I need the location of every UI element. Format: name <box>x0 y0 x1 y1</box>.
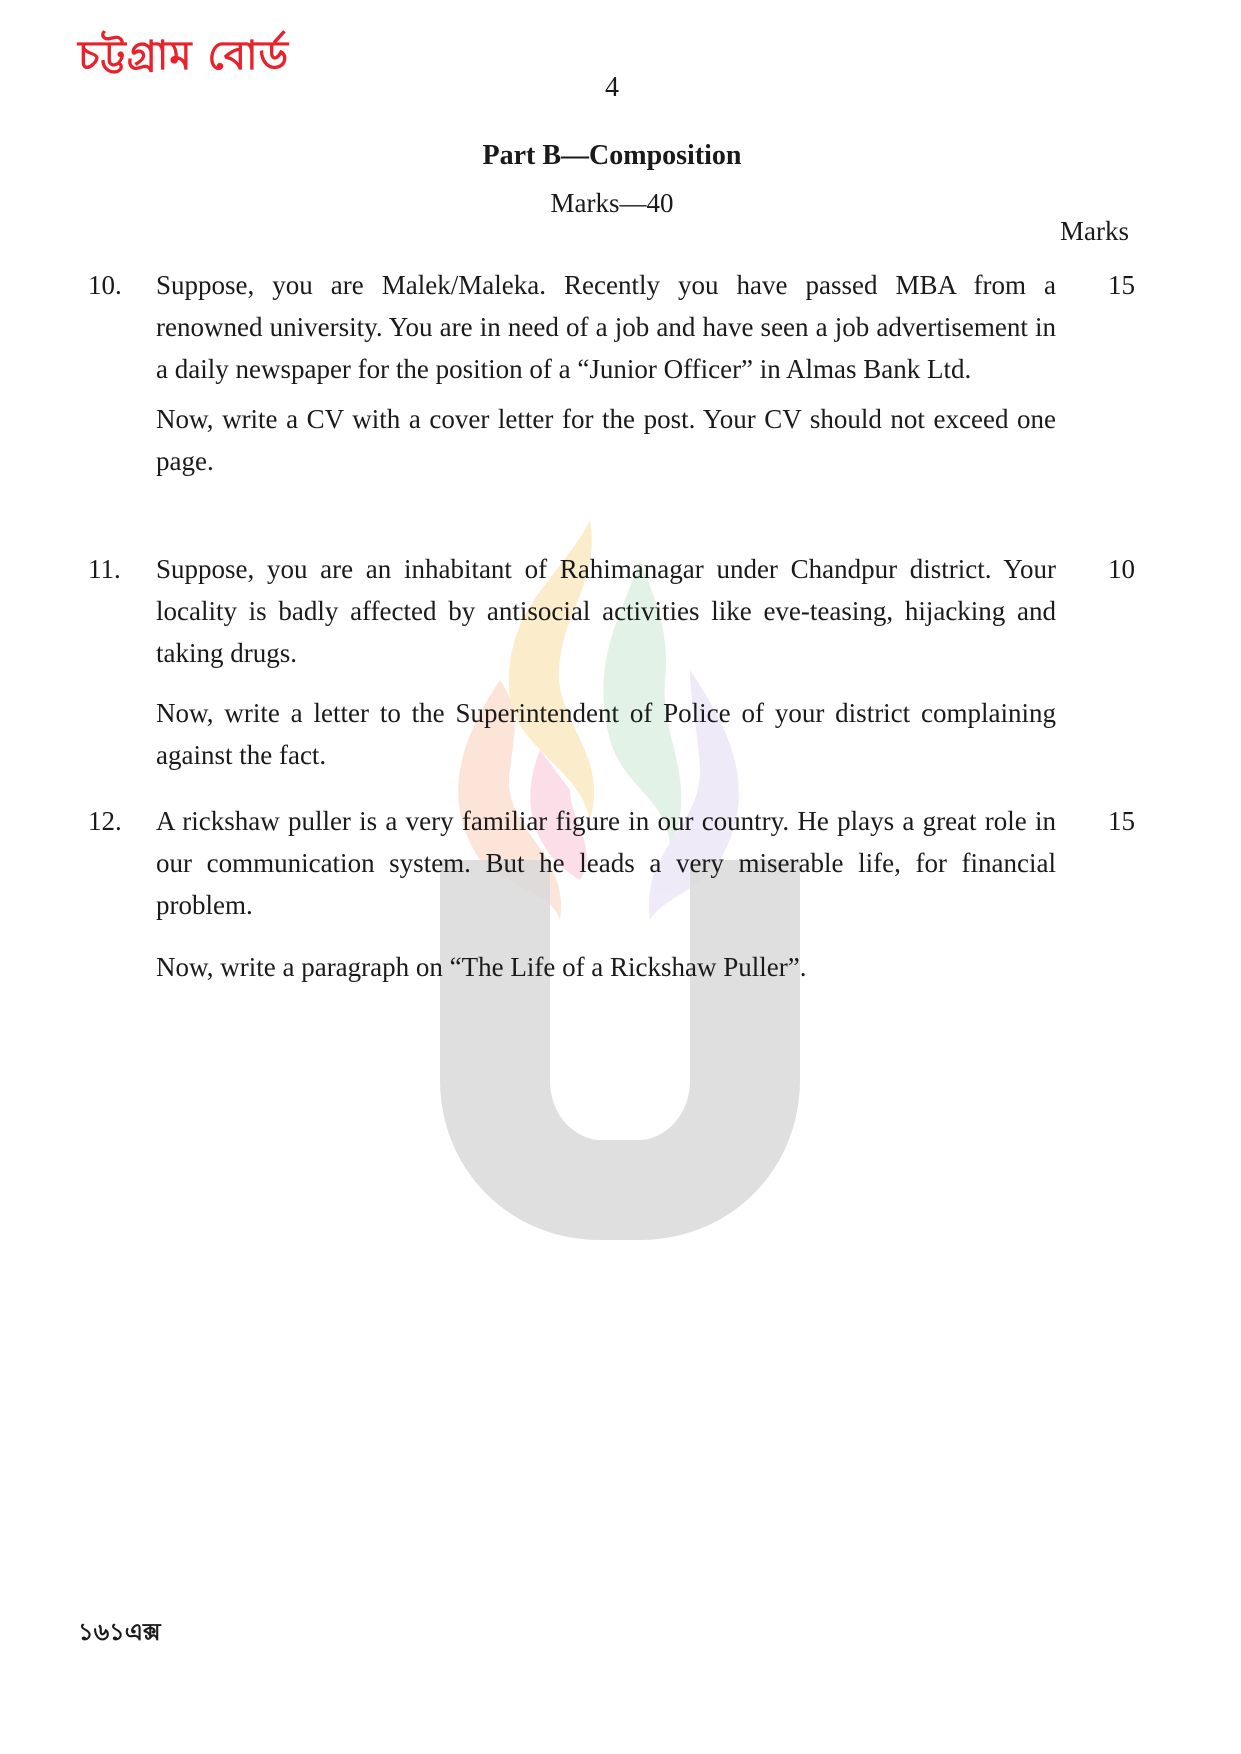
question-body <box>156 800 1056 988</box>
question-instruction: Now, write a CV with a cover letter for the post. Your CV should not exceed one page. <box>156 404 1056 476</box>
question-body <box>156 548 1056 776</box>
question-marks: 15 <box>1108 270 1135 300</box>
question-instruction: Now, write a paragraph on “The Life of a Rickshaw Puller”. <box>156 952 807 982</box>
paper-code: ১৬১এক্স <box>78 1618 161 1646</box>
question-number: 10. <box>88 270 122 300</box>
question-body <box>156 264 1056 482</box>
section-title: Part B—Composition <box>482 140 742 171</box>
page-number: 4 <box>605 72 619 103</box>
question-prompt: A rickshaw puller is a very familiar figure in our country. He plays a great role in our communication system. But he leads a very miserable life, for financial problem. <box>156 806 1056 920</box>
question-marks: 10 <box>1108 554 1135 584</box>
question-number: 12. <box>88 806 122 836</box>
question-instruction: Now, write a letter to the Superintendent of Police of your district complaining against the fact. <box>156 698 1056 770</box>
question-number: 11. <box>88 554 121 584</box>
marks-column-header: Marks <box>1060 216 1129 246</box>
question-prompt: Suppose, you are Malek/Maleka. Recently you have passed MBA from a renowned university. You are in need of a job and have seen a job advertisement in a daily newspaper for the position of a “Junior Officer” in Almas Bank Ltd. <box>156 270 1056 384</box>
question-prompt: Suppose, you are an inhabitant of Rahimanagar under Chandpur district. Your locality is badly affected by antisocial activities like eve-teasing, hijacking and taking drugs. <box>156 554 1056 668</box>
question-marks: 15 <box>1108 806 1135 836</box>
board-label: চট্টগ্রাম বোর্ড <box>78 33 290 79</box>
section-marks: Marks—40 <box>550 188 674 218</box>
